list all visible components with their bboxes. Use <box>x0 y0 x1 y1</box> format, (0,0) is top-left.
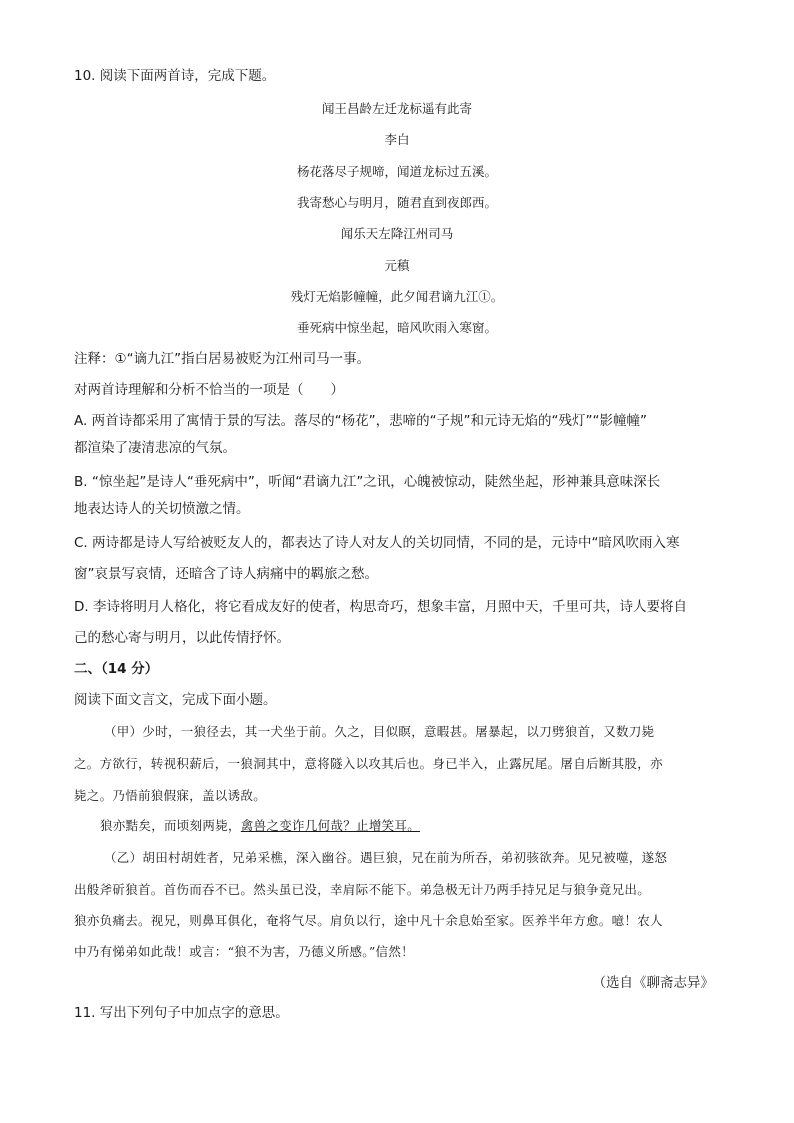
underlined-sentence: 禽兽之变诈几何哉？止增笑耳。 <box>240 818 421 833</box>
poem1-line2: 我寄愁心与明月，随君直到夜郎西。 <box>296 195 497 210</box>
option-a-line1: A. 两首诗都采用了寓情于景的写法。落尽的“杨花”，悲啼的“子规”和元诗无焰的“残灯”“影幢幢” <box>74 413 648 429</box>
poem-note: 注释：①“谪九江”指白居易被贬为江州司马一事。 <box>74 351 371 367</box>
passage-jia-line4 <box>100 816 420 836</box>
option-d-line2: 己的愁心寄与明月，以此传情抒怀。 <box>74 630 290 646</box>
passage-jia-line2: 之。方欲行，转视积薪后，一狼洞其中，意将隧入以攻其后也。身已半入，止露尻尾。屠自后断其股，亦 <box>74 756 663 771</box>
poem2-author: 元稹 <box>384 258 410 273</box>
option-b-line2: 地表达诗人的关切愤激之情。 <box>74 501 250 517</box>
section-2-heading: 二、（14 分） <box>74 661 159 677</box>
poem1-line1: 杨花落尽子规啼，闻道龙标过五溪。 <box>296 164 497 179</box>
option-c-line1: C. 两诗都是诗人写给被贬友人的，都表达了诗人对友人的关切同情，不同的是，元诗中“暗风吹雨入寒 <box>74 535 680 551</box>
poem2-title: 闻乐天左降江州司马 <box>340 226 454 241</box>
passage-jia-line1: （甲）少时，一狼径去，其一犬坐于前。久之，目似瞑，意暇甚。屠暴起，以刀劈狼首，又数刀毙 <box>104 724 655 739</box>
option-d-line1: D. 李诗将明月人格化，将它看成友好的使者，构思奇巧，想象丰富，月照中天，千里可共，诗人要将自 <box>74 599 687 615</box>
passage-source: （选自《聊斋志异》 <box>592 975 714 991</box>
section-2-intro: 阅读下面文言文，完成下面小题。 <box>74 692 277 708</box>
option-b-line1: B. “惊坐起”是诗人“垂死病中”，听闻“君谪九江”之讯，心魄被惊动，陡然坐起，形神兼具意味深长 <box>74 474 661 490</box>
poem1-author: 李白 <box>384 132 410 147</box>
option-c-line2: 窗”哀景写哀情，还暗含了诗人病痛中的羁旅之愁。 <box>74 566 378 582</box>
passage-yi-line2: 出般斧斫狼首。首伤而吞不已。然头虽已没，幸肩际不能下。弟急极无计乃两手持兄足与狼争竟兄出。 <box>74 882 651 897</box>
passage-yi-line1: （乙）胡田村胡姓者，兄弟采樵，深入幽谷。遇巨狼，兄在前为所吞，弟初骇欲奔。见兄被噬，遂怒 <box>104 850 668 865</box>
question-10-stem: 10. 阅读下面两首诗，完成下题。 <box>74 68 276 84</box>
option-a-line2: 都渲染了凄清悲凉的气氛。 <box>74 440 236 456</box>
passage-jia-line3: 毙之。乃悟前狼假寐，盖以诱敌。 <box>74 788 267 803</box>
question-10-prompt: 对两首诗理解和分析不恰当的一项是（ ） <box>74 382 344 398</box>
passage-yi-line3: 狼亦负痛去。视兄，则鼻耳俱化，奄将气尽。肩负以行，途中凡十余息始至家。医养半年方愈。噫！农人 <box>74 913 663 928</box>
passage-jia-line4-text: 狼亦黠矣，而顷刻两毙， <box>100 818 241 833</box>
question-11-stem: 11. 写出下列句子中加点字的意思。 <box>74 1005 289 1021</box>
poem2-line2: 垂死病中惊坐起，暗风吹雨入寒窗。 <box>296 320 497 335</box>
poem1-title: 闻王昌龄左迁龙标遥有此寄 <box>321 101 472 116</box>
poem2-line1: 残灯无焰影幢幢，此夕闻君谪九江①。 <box>290 289 504 304</box>
passage-yi-line4: 中乃有悌弟如此哉！或言：“狼不为害，乃德义所感。”信然！ <box>74 944 414 959</box>
